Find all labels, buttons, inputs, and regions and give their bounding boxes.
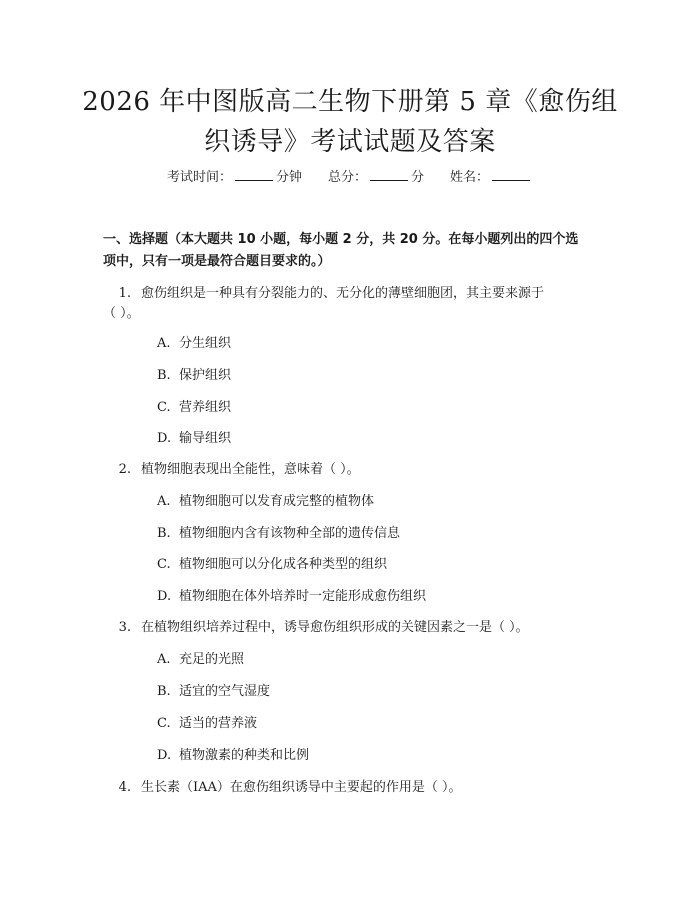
option-2c bbox=[157, 555, 387, 575]
score-unit: 分 bbox=[411, 170, 425, 185]
exam-meta bbox=[0, 168, 700, 188]
option-letter: B. bbox=[157, 368, 171, 383]
question-text: 愈伤组织是一种具有分裂能力的、无分化的薄壁细胞团，其主要来源于 bbox=[141, 286, 545, 301]
score-label: 总分： bbox=[327, 170, 367, 185]
question-number: 3. bbox=[118, 620, 131, 635]
option-text: 充足的光照 bbox=[179, 652, 245, 667]
time-unit: 分钟 bbox=[275, 170, 302, 185]
option-text: 营养组织 bbox=[179, 400, 232, 415]
option-letter: D. bbox=[157, 589, 172, 604]
time-blank bbox=[235, 168, 273, 181]
option-1c bbox=[157, 398, 231, 418]
section-heading-line-2: 项中，只有一项是最符合题目要求的。） bbox=[103, 254, 331, 269]
question-number: 2. bbox=[118, 462, 131, 477]
option-text: 分生组织 bbox=[179, 336, 232, 351]
option-1a bbox=[157, 334, 231, 354]
option-letter: A. bbox=[157, 336, 171, 351]
exam-title-line-2: 织诱导》考试试题及答案 bbox=[204, 127, 496, 157]
option-text: 保护组织 bbox=[179, 368, 232, 383]
option-2a bbox=[157, 492, 374, 512]
question-number: 4. bbox=[118, 780, 131, 795]
option-text: 植物细胞可以发育成完整的植物体 bbox=[179, 494, 375, 509]
question-number: 1. bbox=[118, 286, 131, 301]
option-2d bbox=[157, 587, 426, 607]
option-letter: C. bbox=[157, 716, 171, 731]
option-text: 植物细胞可以分化成各种类型的组织 bbox=[179, 557, 388, 572]
option-text: 适当的营养液 bbox=[179, 716, 258, 731]
option-1d bbox=[157, 429, 231, 449]
option-text: 输导组织 bbox=[179, 431, 232, 446]
option-text: 植物细胞内含有该物种全部的遗传信息 bbox=[179, 526, 401, 541]
question-text: 植物细胞表现出全能性，意味着（ ）。 bbox=[141, 462, 360, 477]
question-4 bbox=[103, 777, 599, 799]
question-text: 在植物组织培养过程中，诱导愈伤组织形成的关键因素之一是（ ）。 bbox=[141, 620, 529, 635]
option-letter: B. bbox=[157, 526, 171, 541]
question-2 bbox=[103, 459, 599, 481]
option-3c bbox=[157, 714, 257, 734]
question-1-continued: （ ）。 bbox=[103, 306, 140, 321]
option-text: 植物细胞在体外培养时一定能形成愈伤组织 bbox=[179, 589, 427, 604]
option-2b bbox=[157, 524, 400, 544]
option-text: 植物激素的种类和比例 bbox=[179, 748, 310, 763]
name-label: 姓名： bbox=[450, 170, 490, 185]
option-letter: C. bbox=[157, 400, 171, 415]
question-1 bbox=[103, 283, 599, 305]
exam-title-line-1: 2026 年中图版高二生物下册第 5 章《愈伤组 bbox=[82, 87, 618, 117]
option-letter: A. bbox=[157, 652, 171, 667]
option-text: 适宜的空气湿度 bbox=[179, 684, 271, 699]
option-letter: B. bbox=[157, 684, 171, 699]
option-3b bbox=[157, 682, 270, 702]
name-blank bbox=[492, 168, 530, 181]
option-letter: C. bbox=[157, 557, 171, 572]
option-3a bbox=[157, 650, 244, 670]
question-3 bbox=[103, 617, 599, 639]
option-letter: A. bbox=[157, 494, 171, 509]
option-letter: D. bbox=[157, 431, 172, 446]
option-letter: D. bbox=[157, 748, 172, 763]
question-text: 生长素（IAA）在愈伤组织诱导中主要起的作用是（ ）。 bbox=[141, 780, 462, 795]
option-3d bbox=[157, 746, 309, 766]
score-blank bbox=[370, 168, 408, 181]
section-heading-line-1: 一、选择题（本大题共 10 小题，每小题 2 分，共 20 分。在每小题列出的四个选 bbox=[103, 232, 579, 247]
time-label: 考试时间： bbox=[166, 170, 232, 185]
option-1b bbox=[157, 366, 231, 386]
